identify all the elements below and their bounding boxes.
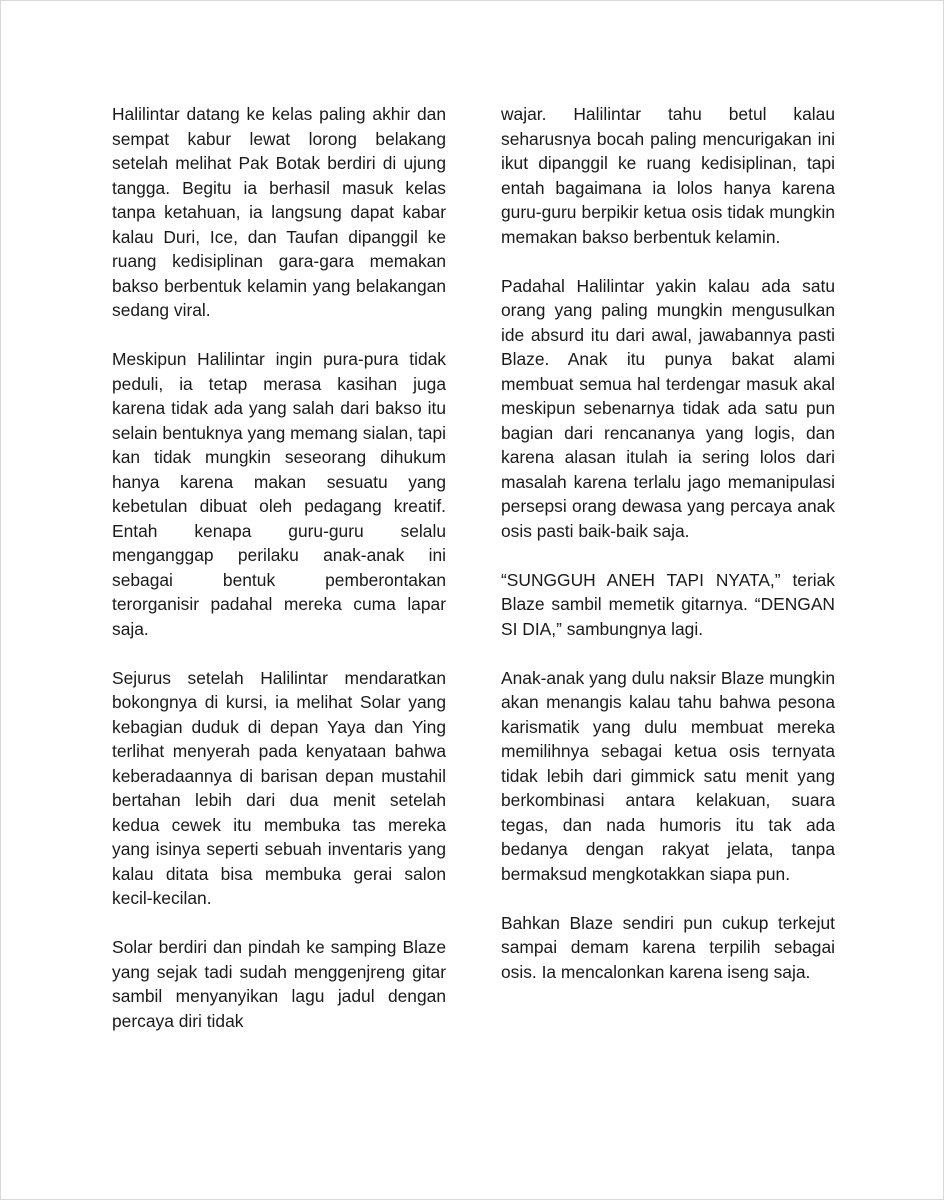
- paragraph: Halilintar datang ke kelas paling akhir dan sempat kabur lewat lorong belakang setelah melihat Pak Botak berdiri di ujung tangga. Begitu ia berhasil masuk kelas tanpa ketahuan, ia langsung dapat kabar kalau Duri, Ice, dan Taufan dipanggil ke ruang kedisiplinan gara-gara memakan bakso berbentuk kelamin yang belakangan sedang viral.: [112, 104, 446, 320]
- paragraph: Solar berdiri dan pindah ke samping Blaze yang sejak tadi sudah menggenjreng gitar sambil menyanyikan lagu jadul dengan percaya diri tidak: [112, 937, 446, 1031]
- paragraph: wajar. Halilintar tahu betul kalau seharusnya bocah paling mencurigakan ini ikut dipanggil ke ruang kedisiplinan, tapi entah bagaimana ia lolos hanya karena guru-guru berpikir ketua osis tidak mungkin memakan bakso berbentuk kelamin.: [501, 104, 835, 247]
- paragraph: Meskipun Halilintar ingin pura-pura tidak peduli, ia tetap merasa kasihan juga karena tidak ada yang salah dari bakso itu selain bentuknya yang memang sialan, tapi kan tidak mungkin seseorang dihukum hanya karena makan sesuatu yang kebetulan dibuat oleh pedagang kreatif. Entah kenapa guru-guru selalu menganggap perilaku anak-anak ini sebagai bentuk pemberontakan terorganisir padahal mereka cuma lapar saja.: [112, 349, 446, 639]
- paragraph: Padahal Halilintar yakin kalau ada satu orang yang paling mungkin mengusulkan ide absurd itu dari awal, jawabannya pasti Blaze. Anak itu punya bakat alami membuat semua hal terdengar masuk akal meskipun sebenarnya tidak ada satu pun bagian dari rencananya yang logis, dan karena alasan itulah ia sering lolos dari masalah karena terlalu jago memanipulasi persepsi orang dewasa yang percaya anak osis pasti baik-baik saja.: [501, 275, 835, 541]
- paragraph: Bahkan Blaze sendiri pun cukup terkejut sampai demam karena terpilih sebagai osis. Ia mencalonkan karena iseng saja.: [501, 912, 835, 982]
- paragraph: Sejurus setelah Halilintar mendaratkan bokongnya di kursi, ia melihat Solar yang kebagian duduk di depan Yaya dan Ying terlihat menyerah pada kenyataan bahwa keberadaannya di barisan depan mustahil bertahan lebih dari dua menit setelah kedua cewek itu membuka tas mereka yang isinya seperti sebuah inventaris yang kalau ditata bisa membuka gerai salon kecil-kecilan.: [112, 667, 446, 908]
- left-text-column: [112, 102, 446, 1058]
- paragraph: “SUNGGUH ANEH TAPI NYATA,” teriak Blaze sambil memetik gitarnya. “DENGAN SI DIA,” sambungnya lagi.: [501, 569, 835, 639]
- paragraph: Anak-anak yang dulu naksir Blaze mungkin akan menangis kalau tahu bahwa pesona karismatik yang dulu membuat mereka memilihnya sebagai ketua osis ternyata tidak lebih dari gimmick satu menit yang berkombinasi antara kelakuan, suara tegas, dan nada humoris itu tak ada bedanya dengan rakyat jelata, tanpa bermaksud mengkotakkan siapa pun.: [501, 667, 835, 884]
- right-text-column: [501, 102, 835, 1009]
